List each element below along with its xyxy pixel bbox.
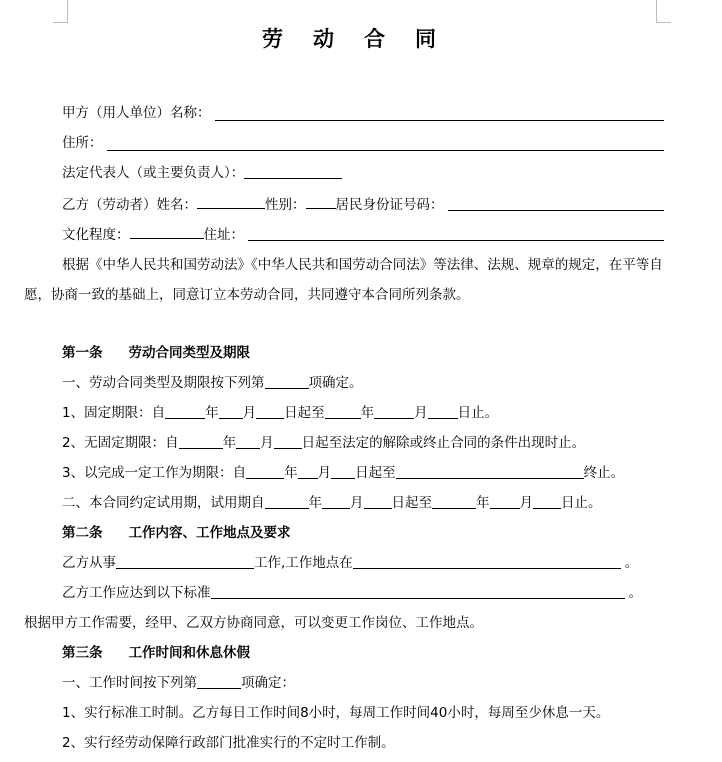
- party-b-address-label: 住址：: [203, 227, 244, 243]
- article2-period: 。: [628, 585, 642, 601]
- preamble-text: 根据《中华人民共和国劳动法》《中华人民共和国劳动合同法》等法律、法规、规章的规定，在平等自愿，协商一致的基础上，同意订立本劳动合同，共同遵守本合同所列条款。: [24, 257, 663, 303]
- article3-title: 工作时间和休息休假: [128, 645, 250, 661]
- blank-year[interactable]: [432, 492, 476, 509]
- party-b-address-blank[interactable]: [248, 224, 664, 241]
- article1-item3: [62, 462, 672, 484]
- article3-item2: [62, 732, 672, 754]
- article1-item0-blank[interactable]: [265, 372, 309, 389]
- article2-title: 工作内容、工作地点及要求: [128, 525, 291, 541]
- party-a-rep-blank[interactable]: [244, 162, 342, 179]
- article2-period: 。: [624, 555, 639, 571]
- blank-day[interactable]: [256, 402, 284, 419]
- document-title: [0, 23, 700, 53]
- blank-year[interactable]: [325, 402, 361, 419]
- article2-standard-line: [62, 582, 672, 604]
- article2-heading: [62, 522, 672, 544]
- article1-item1-text: 1、固定期限：自: [62, 405, 166, 421]
- month-label: 月: [414, 405, 428, 421]
- party-b-edu-line: [62, 222, 672, 244]
- article1-item3-text: 3、以完成一定工作为期限：自: [62, 465, 247, 481]
- party-b-id-label: 居民身份证号码：: [335, 197, 444, 213]
- article2-change-text: 根据甲方工作需要，经甲、乙双方协商同意，可以变更工作岗位、工作地点。: [24, 615, 483, 631]
- article1-item0: [62, 372, 672, 394]
- article2-standard-label: 乙方工作应达到以下标准: [62, 585, 211, 601]
- party-b-id-blank[interactable]: [448, 194, 665, 211]
- blank-year[interactable]: [265, 492, 309, 509]
- day-from-label: 日起至: [355, 465, 396, 481]
- article1-number: 第一条: [62, 345, 103, 361]
- blank-year[interactable]: [179, 432, 223, 449]
- title-char: 合: [364, 26, 387, 51]
- article1-item4-text: 二、本合同约定试用期，试用期自: [62, 495, 265, 511]
- year-label: 年: [308, 495, 322, 511]
- article2-number: 第二条: [62, 525, 103, 541]
- party-b-gender-label: 性别：: [265, 197, 306, 213]
- blank-month[interactable]: [298, 462, 318, 479]
- party-a-address-label: 住所：: [62, 135, 103, 151]
- year-label: 年: [284, 465, 298, 481]
- year-label: 年: [205, 405, 219, 421]
- article2-work-line: [62, 552, 672, 574]
- page-corner-mark-right: [656, 0, 671, 23]
- month-label: 月: [260, 435, 274, 451]
- page-corner-mark-left: [53, 0, 68, 23]
- blank-month[interactable]: [490, 492, 520, 509]
- blank-day[interactable]: [364, 492, 392, 509]
- party-a-name-blank[interactable]: [215, 104, 665, 121]
- article1-item0-text-end: 项确定。: [308, 375, 363, 391]
- preamble-paragraph: [24, 250, 664, 310]
- party-b-edu-label: 文化程度：: [62, 227, 130, 243]
- blank-day[interactable]: [331, 462, 355, 479]
- article1-title: 劳动合同类型及期限: [128, 345, 250, 361]
- blank-month[interactable]: [322, 492, 350, 509]
- party-a-address-line: [62, 132, 672, 154]
- job-blank[interactable]: [116, 552, 254, 569]
- article3-item0-blank[interactable]: [197, 672, 241, 689]
- day-end-label: 日止。: [561, 495, 602, 511]
- title-char: 劳: [262, 26, 285, 51]
- article3-item0: [62, 672, 672, 694]
- party-a-rep-label: 法定代表人（或主要负责人）：: [62, 165, 245, 181]
- day-from-label: 日起至: [284, 405, 325, 421]
- article1-heading: [62, 342, 672, 364]
- article1-item4: [62, 492, 672, 514]
- day-from-label: 日起至: [391, 495, 432, 511]
- party-a-rep-line: [62, 162, 672, 184]
- standard-blank[interactable]: [211, 582, 625, 599]
- article3-item0-text-end: 项确定：: [241, 675, 295, 691]
- article2-work-label: 乙方从事: [62, 555, 116, 571]
- title-char: 同: [415, 26, 438, 51]
- blank-day[interactable]: [274, 432, 302, 449]
- party-a-name-label: 甲方（用人单位）名称：: [62, 105, 211, 121]
- party-b-edu-blank[interactable]: [130, 222, 204, 239]
- month-label: 月: [317, 465, 332, 481]
- article3-item1: [62, 702, 672, 724]
- title-char: 动: [313, 26, 336, 51]
- party-b-name-line: [62, 192, 672, 214]
- article2-location-label: 工作,工作地点在: [254, 555, 353, 571]
- year-label: 年: [222, 435, 237, 451]
- day-end-label: 日止。: [457, 405, 499, 421]
- blank-year[interactable]: [246, 462, 284, 479]
- blank-month[interactable]: [219, 402, 243, 419]
- party-b-gender-blank[interactable]: [306, 192, 336, 209]
- article3-heading: [62, 642, 672, 664]
- blank-task[interactable]: [396, 462, 584, 479]
- location-blank[interactable]: [353, 552, 621, 569]
- blank-month[interactable]: [236, 432, 260, 449]
- blank-day[interactable]: [533, 492, 561, 509]
- article1-item0-text: 一、劳动合同类型及期限按下列第: [62, 375, 265, 391]
- article1-item2-text: 2、无固定期限：自: [62, 435, 179, 451]
- article3-item2-text: 2、实行经劳动保障行政部门批准实行的不定时工作制。: [62, 735, 395, 751]
- article1-item1: [62, 402, 672, 424]
- article1-item2: [62, 432, 672, 454]
- blank-month[interactable]: [374, 402, 414, 419]
- year-label: 年: [476, 495, 490, 511]
- article2-change-line: [24, 612, 672, 634]
- blank-day[interactable]: [428, 402, 458, 419]
- month-label: 月: [242, 405, 257, 421]
- blank-year[interactable]: [165, 402, 205, 419]
- party-a-name-line: [62, 102, 672, 124]
- month-label: 月: [350, 495, 364, 511]
- article3-number: 第三条: [62, 645, 103, 661]
- article1-item3-end: 终止。: [583, 465, 625, 481]
- article1-item2-end: 日起至法定的解除或终止合同的条件出现时止。: [301, 435, 586, 451]
- party-b-name-label: 乙方（劳动者）姓名：: [62, 197, 197, 213]
- month-label: 月: [519, 495, 533, 511]
- article3-item0-text: 一、工作时间按下列第: [62, 675, 197, 691]
- article3-item1-text: 1、实行标准工时制。乙方每日工作时间8小时，每周工作时间40小时，每周至少休息一天。: [62, 705, 610, 721]
- party-a-address-blank[interactable]: [107, 134, 665, 151]
- party-b-name-blank[interactable]: [197, 192, 265, 209]
- year-label: 年: [360, 405, 375, 421]
